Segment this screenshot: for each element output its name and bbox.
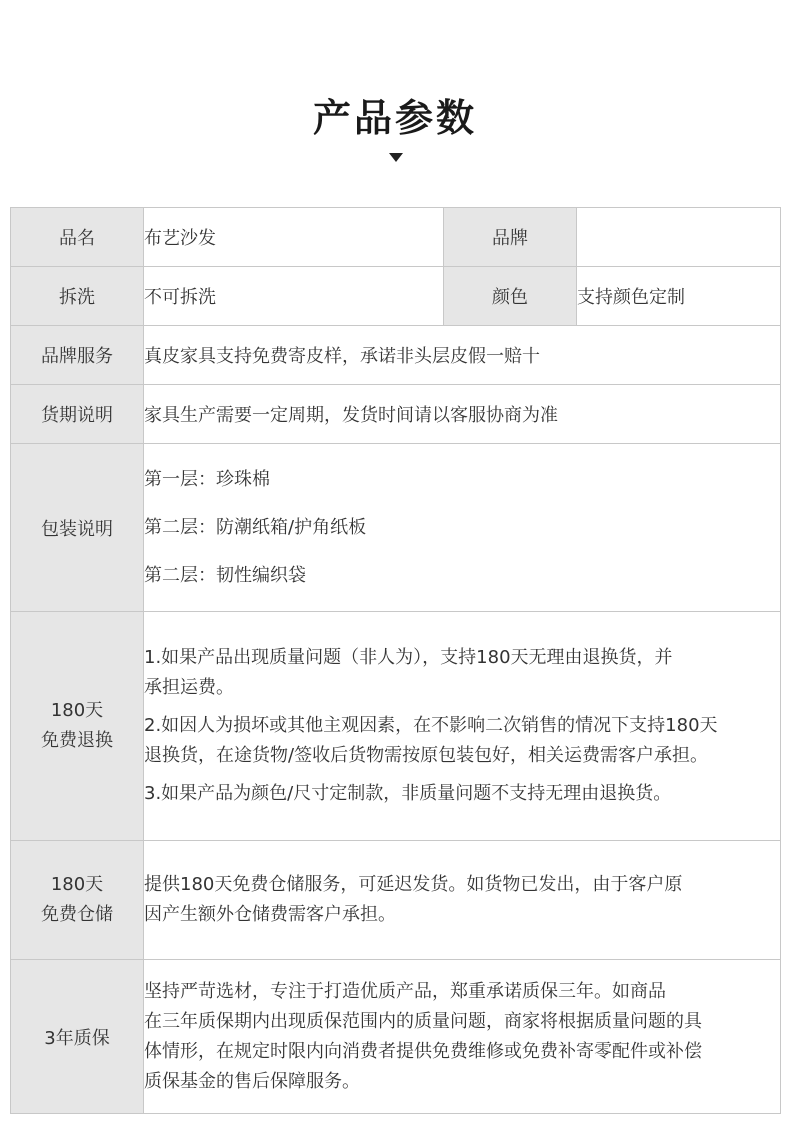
returns-policy-2 [144, 711, 780, 771]
spec-row-wash-color [11, 267, 781, 326]
returns-policy-2-line-2: 退换货，在途货物/签收后货物需按原包装包好，相关运费需客户承担。 [144, 745, 709, 766]
value-brand-service: 真皮家具支持免费寄皮样，承诺非头层皮假一赔十 [144, 326, 781, 385]
value-packaging [144, 444, 781, 612]
spec-row-brand-service [11, 326, 781, 385]
packaging-layer-1: 第一层：珍珠棉 [144, 468, 270, 490]
label-washable: 拆洗 [11, 267, 144, 326]
spec-row-returns [11, 612, 781, 841]
page-title: 产品参数 [312, 96, 477, 140]
value-washable: 不可拆洗 [144, 267, 444, 326]
value-storage [144, 841, 781, 960]
returns-policy-3-line-1: 3.如果产品为颜色/尺寸定制款，非质量问题不支持无理由退换货。 [144, 783, 672, 804]
returns-policy-1-line-1: 1.如果产品出现质量问题（非人为），支持180天无理由退换货，并 [144, 647, 673, 668]
spec-table [10, 207, 781, 1114]
packaging-layer-2: 第二层：防潮纸箱/护角纸板 [144, 516, 367, 538]
warranty-line-4: 质保基金的售后保障服务。 [144, 1070, 360, 1092]
packaging-layer-3: 第二层：韧性编织袋 [144, 564, 306, 586]
storage-line-2: 因产生额外仓储费需客户承担。 [144, 904, 396, 925]
value-product-name: 布艺沙发 [144, 208, 444, 267]
label-warranty: 3年质保 [11, 960, 144, 1114]
warranty-line-2: 在三年质保期内出现质保范围内的质量问题，商家将根据质量问题的具 [144, 1010, 702, 1032]
storage-line-1: 提供180天免费仓储服务，可延迟发货。如货物已发出，由于客户原 [144, 874, 683, 895]
warranty-line-1: 坚持严苛选材，专注于打造优质产品，郑重承诺质保三年。如商品 [144, 980, 666, 1002]
label-storage [11, 841, 144, 960]
spec-row-storage [11, 841, 781, 960]
warranty-line-3: 体情形，在规定时限内向消费者提供免费维修或免费补寄零配件或补偿 [144, 1040, 702, 1062]
label-packaging: 包装说明 [11, 444, 144, 612]
returns-label-line-2: 免费退换 [41, 730, 113, 751]
returns-label-line-1: 180天 [50, 700, 104, 721]
spec-row-name-brand [11, 208, 781, 267]
label-brand: 品牌 [444, 208, 577, 267]
label-product-name: 品名 [11, 208, 144, 267]
label-delivery: 货期说明 [11, 385, 144, 444]
spec-row-warranty [11, 960, 781, 1114]
spec-row-packaging [11, 444, 781, 612]
label-brand-service: 品牌服务 [11, 326, 144, 385]
storage-label-line-2: 免费仓储 [41, 904, 113, 925]
value-delivery: 家具生产需要一定周期，发货时间请以客服协商为准 [144, 385, 781, 444]
chevron-down-icon [389, 153, 403, 162]
returns-policy-1 [144, 643, 780, 703]
label-returns [11, 612, 144, 841]
returns-policy-3 [144, 779, 780, 809]
label-color: 颜色 [444, 267, 577, 326]
storage-label-line-1: 180天 [50, 874, 104, 895]
value-returns [144, 612, 781, 841]
value-color: 支持颜色定制 [577, 267, 781, 326]
value-warranty [144, 960, 781, 1114]
value-brand [577, 208, 781, 267]
spec-row-delivery [11, 385, 781, 444]
returns-policy-1-line-2: 承担运费。 [144, 677, 234, 698]
returns-policy-2-line-1: 2.如因人为损坏或其他主观因素，在不影响二次销售的情况下支持180天 [144, 715, 718, 736]
